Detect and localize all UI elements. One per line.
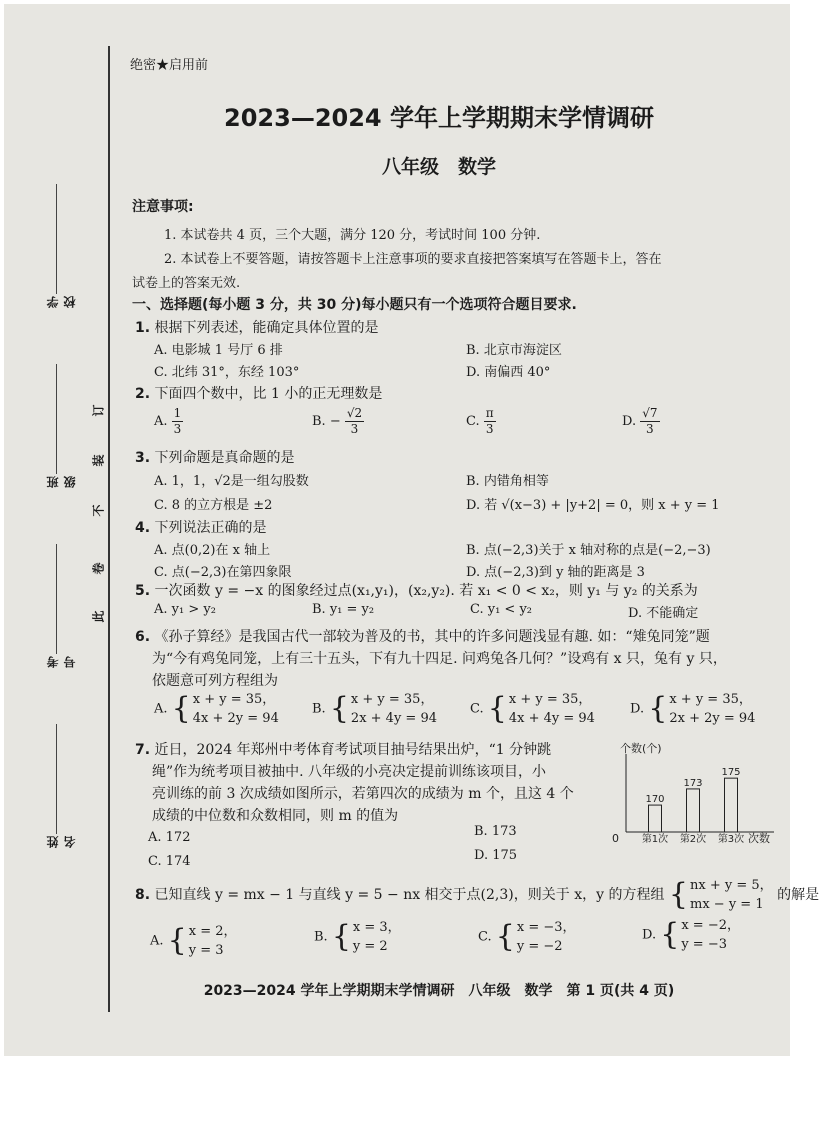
chart-origin-label: 0	[612, 832, 619, 845]
option-label: D.	[642, 927, 657, 943]
chart-data-label: 170	[645, 794, 665, 806]
option-b: B. 点(−2,3)关于 x 轴对称的点是(−2,−3)	[466, 543, 711, 558]
equation-system	[172, 690, 279, 728]
chart-tick-label: 第2次	[679, 834, 707, 845]
option-b: B. 北京市海淀区	[466, 343, 562, 358]
option-a	[154, 406, 183, 437]
brace: {	[167, 923, 187, 958]
option-d: D. 南偏西 40°	[466, 365, 551, 380]
section-heading: 一、选择题(每小题 3 分，共 30 分)每小题只有一个选项符合题目要求.	[132, 297, 577, 313]
question-number: 4.	[135, 520, 151, 536]
question-text: 的解是	[777, 887, 819, 903]
question-number: 1.	[135, 320, 151, 336]
question-text: 《孙子算经》是我国古代一部较为普及的书，其中的许多问题浅显有趣. 如：“雉兔同笼”题	[154, 629, 710, 645]
numerator: √7	[642, 406, 658, 420]
equation: 2x + 4y = 94	[350, 711, 437, 726]
fraction	[640, 406, 659, 437]
question-text: 下面四个数中，比 1 小的正无理数是	[154, 386, 383, 402]
equation: y = 3	[188, 943, 224, 958]
option-label: C.	[478, 929, 492, 945]
option-a	[150, 922, 237, 960]
option-b	[312, 406, 364, 437]
option-b: B. 173	[474, 824, 517, 839]
equation: x = −2，	[681, 918, 740, 933]
option-label: B. −	[312, 414, 341, 429]
school-label: 学校	[46, 296, 77, 308]
denominator: 3	[173, 422, 182, 436]
secret-mark: 绝密★启用前	[130, 58, 209, 73]
equation-system	[168, 922, 237, 960]
binding-line	[108, 46, 110, 1012]
option-label: C.	[470, 701, 484, 717]
option-label: B.	[314, 929, 328, 945]
option-d	[642, 916, 740, 954]
equation: 4x + 4y = 94	[508, 711, 595, 726]
question-text-line: 为“今有鸡兔同笼，上有三十五头，下有九十四足. 问鸡兔各几何？”设鸡有 x 只，兔有 y 只，	[152, 651, 727, 667]
question-text-line: 成绩的中位数和众数相同，则 m 的值为	[152, 808, 399, 824]
option-a: A. y₁ > y₂	[154, 602, 216, 617]
brace: {	[648, 691, 668, 726]
equation: nx + y = 5，	[690, 878, 773, 893]
option-b	[314, 918, 401, 956]
equation-system	[330, 690, 437, 728]
page-subtitle: 八年级 数学	[381, 156, 496, 178]
option-c	[478, 918, 576, 956]
question-4	[135, 517, 267, 537]
option-d: D. 点(−2,3)到 y 轴的距离是 3	[466, 565, 645, 580]
binding-char: 此	[91, 610, 106, 623]
notice-item: 1. 本试卷共 4 页，三个大题，满分 120 分，考试时间 100 分钟.	[164, 228, 541, 243]
brace: {	[487, 691, 507, 726]
chart-data-label: 175	[721, 767, 741, 779]
question-1	[135, 317, 379, 337]
equation: x + y = 35，	[192, 692, 276, 707]
option-b: B. 内错角相等	[466, 474, 549, 489]
question-text: 近日，2024 年郑州中考体育考试项目抽号结果出炉，“1 分钟跳	[154, 742, 552, 758]
denominator: 3	[646, 422, 654, 436]
question-text: 一次函数 y = −x 的图象经过点(x₁,y₁)，(x₂,y₂). 若 x₁ < 0 < x₂，则 y₁ 与 y₂ 的关系为	[154, 583, 698, 599]
brace: {	[171, 691, 191, 726]
chart-bar	[687, 789, 700, 832]
option-d	[622, 406, 660, 437]
chart-tick-label: 第1次	[641, 834, 669, 845]
equation-system	[648, 690, 755, 728]
option-c	[470, 690, 595, 728]
denominator: 3	[485, 422, 494, 436]
equation-system	[496, 918, 576, 956]
chart-data-label: 173	[683, 777, 703, 789]
option-a: A. 1，1，√2是一组勾股数	[154, 474, 309, 489]
class-line	[56, 364, 57, 474]
option-c: C. 点(−2,3)在第四象限	[154, 565, 292, 580]
question-2	[135, 383, 382, 403]
exam-no-line	[56, 544, 57, 654]
equation: x = 2，	[188, 924, 237, 939]
equation: y = 2	[352, 939, 388, 954]
option-label: C.	[466, 414, 480, 429]
question-text: 已知直线 y = mx − 1 与直线 y = 5 − nx 相交于点(2,3)，则关于 x，y 的方程组	[154, 887, 665, 903]
option-label: A.	[154, 701, 168, 717]
question-number: 2.	[135, 386, 151, 402]
option-c	[466, 406, 496, 437]
chart-bar	[649, 805, 662, 832]
chart-bar	[725, 778, 738, 832]
equation: x + y = 35，	[350, 692, 434, 707]
equation: 4x + 2y = 94	[192, 711, 279, 726]
option-a: A. 点(0,2)在 x 轴上	[154, 543, 271, 558]
option-label: A.	[154, 414, 168, 429]
question-3	[135, 447, 295, 467]
option-b: B. y₁ = y₂	[312, 602, 375, 617]
fraction	[345, 406, 364, 437]
equation: mx − y = 1	[690, 897, 764, 912]
option-label: D.	[622, 414, 637, 429]
equation: x = −3，	[516, 920, 576, 935]
equation: 2x + 2y = 94	[669, 711, 756, 726]
question-number: 8.	[135, 887, 151, 903]
question-text-line: 依题意可列方程组为	[152, 673, 278, 689]
numerator: √2	[346, 406, 363, 420]
option-d: D. 不能确定	[628, 606, 699, 621]
fraction	[172, 406, 184, 437]
question-text-line: 绳”作为统考项目被抽中. 八年级的小亮决定提前训练该项目，小	[152, 764, 547, 780]
equation: y = −2	[516, 939, 563, 954]
question-8	[135, 876, 819, 914]
numerator: π	[485, 406, 494, 420]
notice-heading: 注意事项:	[132, 199, 194, 215]
question-5	[135, 580, 698, 600]
question-text: 根据下列表述，能确定具体位置的是	[154, 320, 379, 336]
option-d	[630, 690, 755, 728]
question-number: 5.	[135, 583, 151, 599]
option-label: D.	[630, 701, 645, 717]
equation-system	[488, 690, 595, 728]
equation: x = 3，	[352, 920, 401, 935]
option-b	[312, 690, 437, 728]
notice-item: 试卷上的答案无效.	[132, 276, 241, 291]
question-text: 下列命题是真命题的是	[154, 450, 295, 466]
brace: {	[660, 917, 680, 952]
name-line	[56, 724, 57, 834]
brace: {	[331, 919, 351, 954]
option-d: D. 175	[474, 848, 518, 863]
equation-system	[660, 916, 740, 954]
binding-char: 不	[91, 504, 106, 517]
equation: x + y = 35，	[669, 692, 752, 707]
question-6	[135, 626, 710, 646]
binding-char: 订	[91, 404, 106, 417]
name-label: 姓名	[46, 836, 77, 848]
class-label: 班级	[46, 476, 77, 488]
option-label: A.	[150, 933, 164, 949]
equation-system	[332, 918, 401, 956]
question-text-line: 亮训练的前 3 次成绩如图所示，若第四次的成绩为 m 个，且这 4 个	[152, 786, 574, 802]
brace: {	[329, 691, 349, 726]
question-number: 3.	[135, 450, 151, 466]
option-c: C. 174	[148, 854, 191, 869]
option-c: C. 北纬 31°，东经 103°	[154, 365, 300, 380]
option-d: D. 若 √(x−3) + |y+2| = 0，则 x + y = 1	[466, 498, 720, 513]
fraction	[484, 406, 496, 437]
option-c: C. y₁ < y₂	[470, 602, 533, 617]
option-label: B.	[312, 701, 326, 717]
chart-xlabel: 次数	[748, 832, 770, 845]
question-text: 下列说法正确的是	[154, 520, 267, 536]
denominator: 3	[350, 422, 359, 436]
binding-char: 卷	[91, 562, 106, 575]
q7-bar-chart	[612, 742, 782, 850]
equation-system	[669, 876, 773, 914]
option-a	[154, 690, 279, 728]
option-c: C. 8 的立方根是 ±2	[154, 498, 273, 513]
page-title: 2023—2024 学年上学期期末学情调研	[224, 104, 654, 132]
question-number: 7.	[135, 742, 151, 758]
question-number: 6.	[135, 629, 151, 645]
equation: y = −3	[681, 937, 727, 952]
exam-paper	[4, 4, 819, 1056]
page-footer: 2023—2024 学年上学期期末学情调研 八年级 数学 第 1 页(共 4 页)	[203, 983, 675, 999]
chart-ylabel: 个数(个)	[620, 742, 662, 755]
exam-no-label: 考号	[46, 656, 77, 668]
brace: {	[668, 877, 688, 912]
question-7	[135, 739, 551, 759]
option-a: A. 172	[148, 830, 191, 845]
option-a: A. 电影城 1 号厅 6 排	[154, 343, 283, 358]
brace: {	[495, 919, 515, 954]
binding-char: 装	[91, 454, 106, 467]
chart-tick-label: 第3次	[717, 834, 745, 845]
school-line	[56, 184, 57, 294]
numerator: 1	[173, 406, 182, 420]
notice-item: 2. 本试卷上不要答题，请按答题卡上注意事项的要求直接把答案填写在答题卡上，答在	[164, 252, 662, 267]
equation: x + y = 35，	[508, 692, 592, 707]
